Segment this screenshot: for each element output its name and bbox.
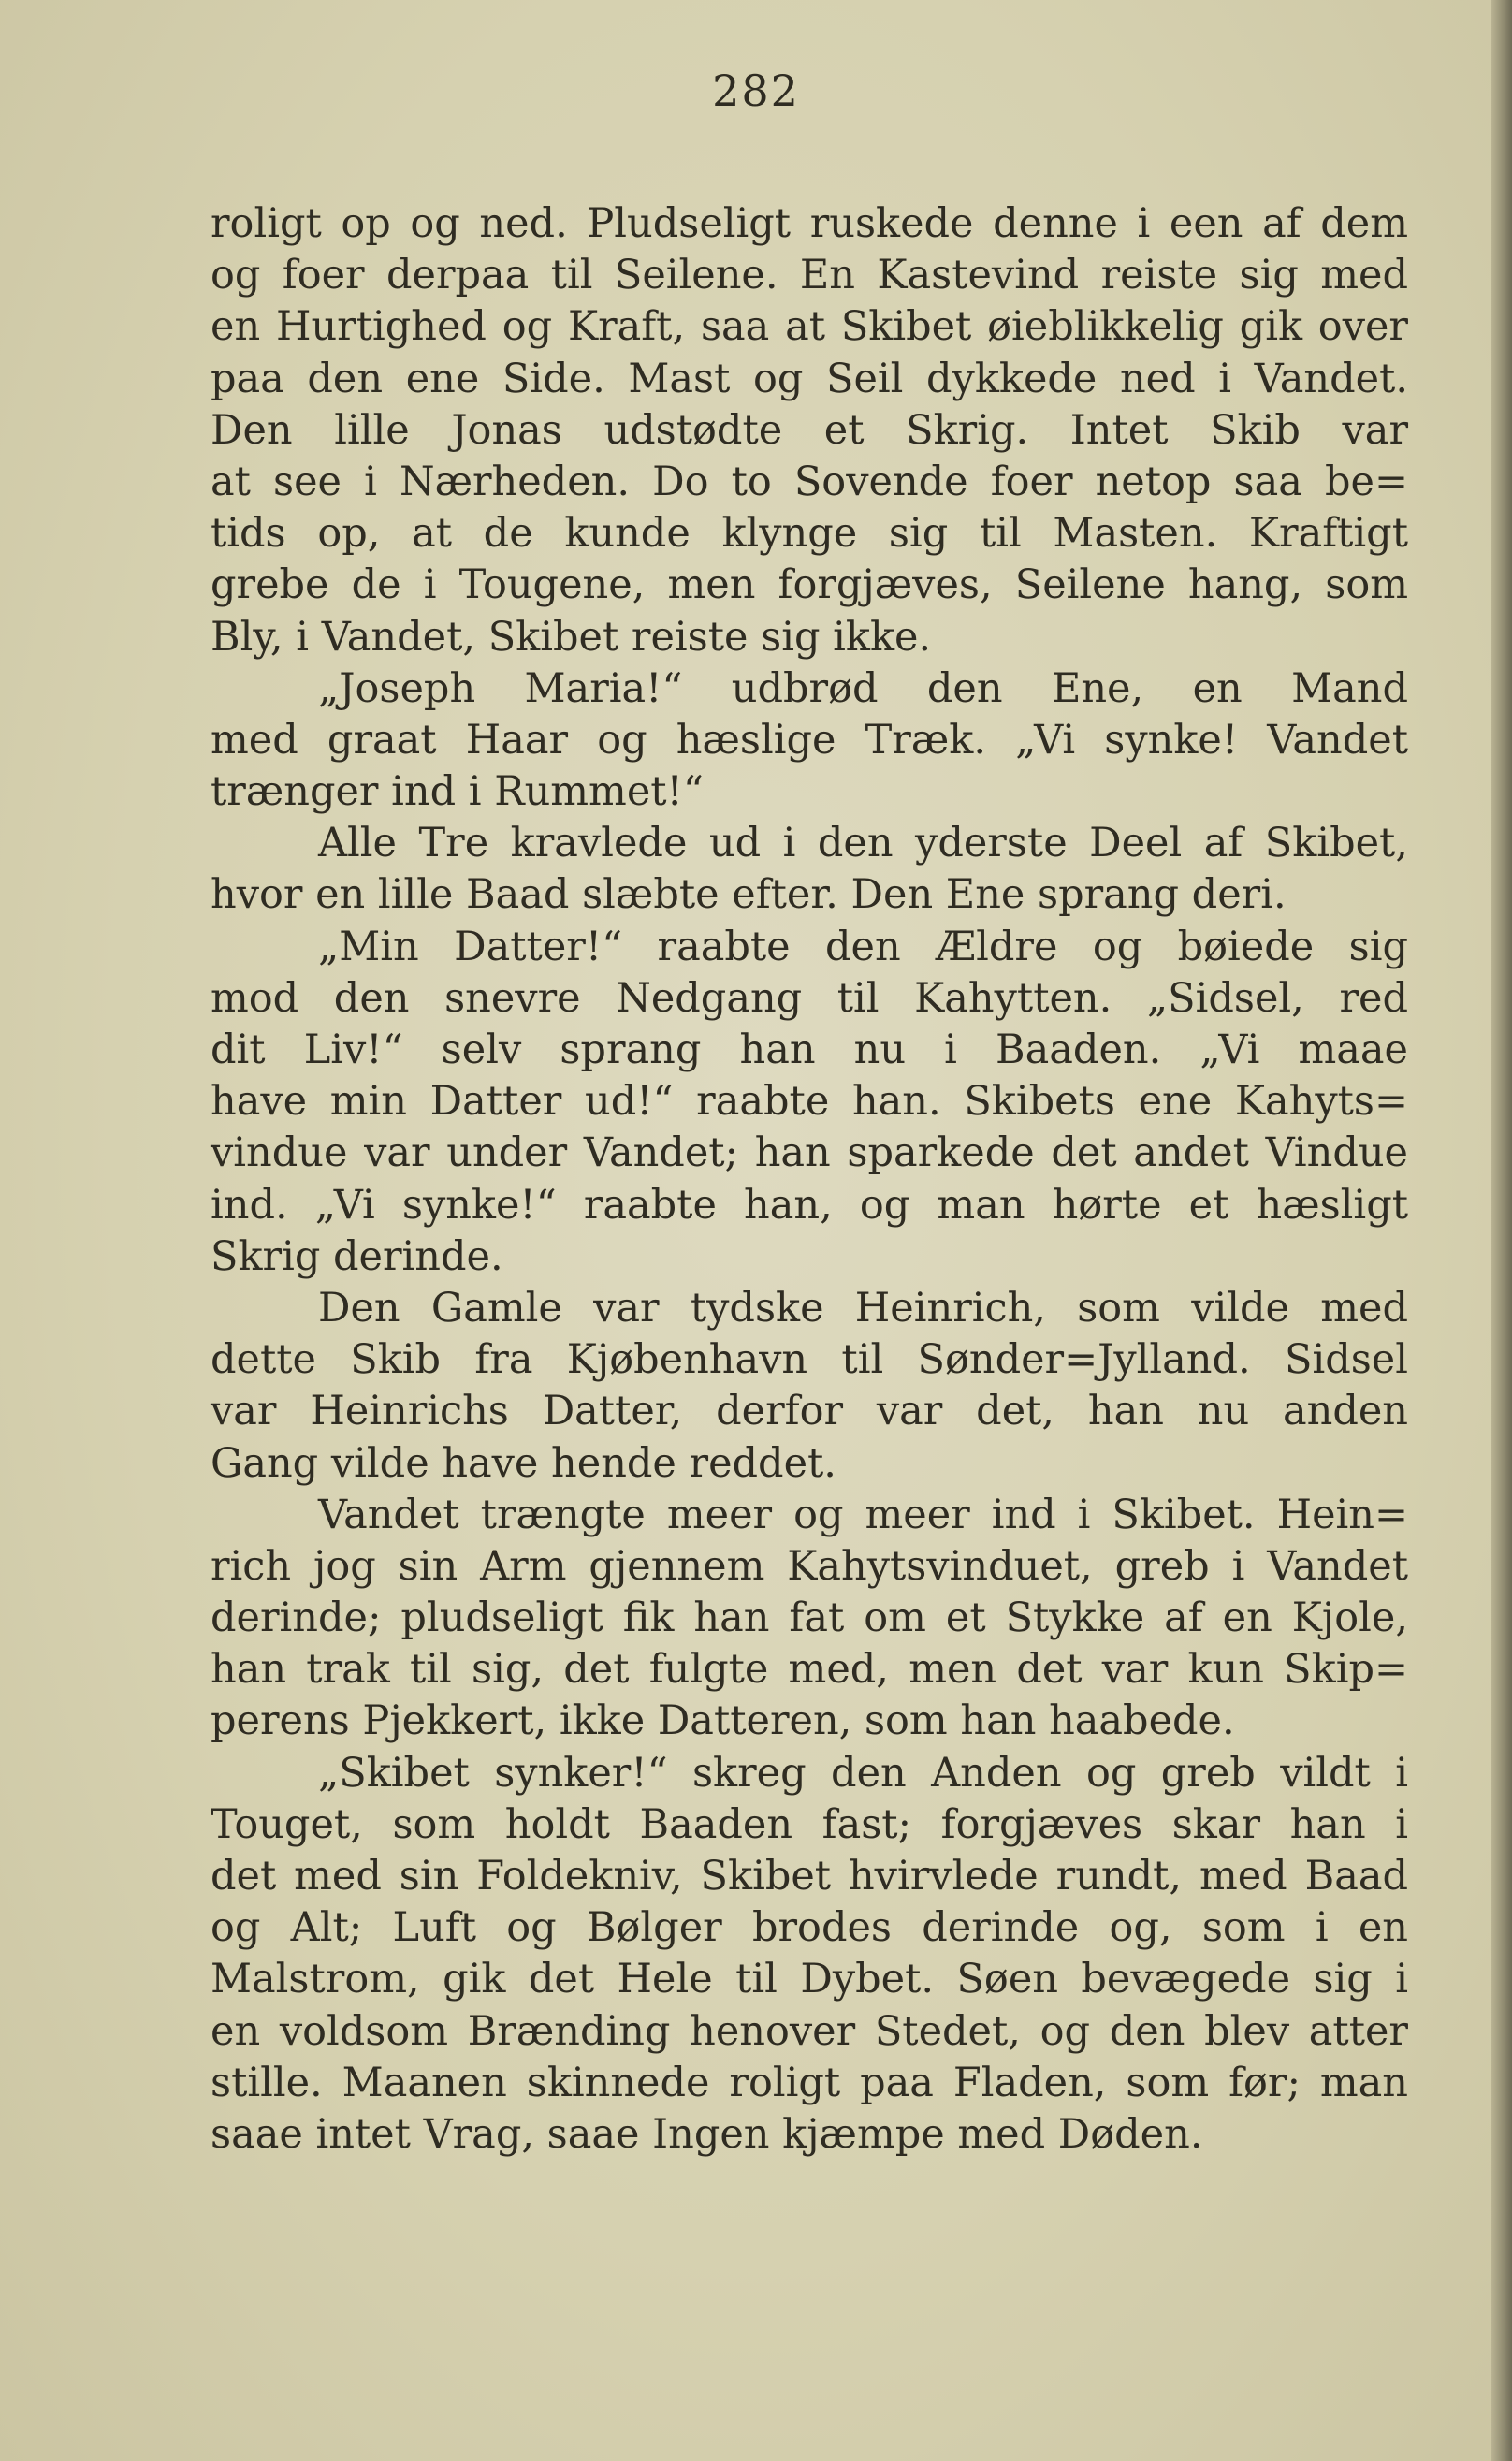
text-line: han trak til sig, det fulgte med, men det var kun Skip= (211, 1646, 1408, 1694)
text-line: saae intet Vrag, saae Ingen kjæmpe med Døden. (211, 2110, 1203, 2158)
text-line: en Hurtighed og Kraft, saa at Skibet øieblikkelig gik over (211, 303, 1408, 351)
text-line: dette Skib fra Kjøbenhavn til Sønder=Jylland. Sidsel (211, 1336, 1408, 1384)
text-line: og Alt; Luft og Bølger brodes derinde og, som i en (211, 1904, 1408, 1952)
text-line: Malstrom, gik det Hele til Dybet. Søen bevægede sig i (211, 1956, 1408, 2003)
text-line: hvor en lille Baad slæbte efter. Den Ene sprang deri. (211, 871, 1287, 919)
text-line: „Min Datter!“ raabte den Ældre og bøiede sig (318, 923, 1408, 970)
text-line: Den lille Jonas udstødte et Skrig. Intet Skib var (211, 406, 1408, 454)
text-line: Touget, som holdt Baaden fast; forgjæves skar han i (211, 1800, 1408, 1848)
text-line: det med sin Foldekniv, Skibet hvirvlede rundt, med Baad (211, 1853, 1408, 1900)
text-line: stille. Maanen skinnede roligt paa Fladen, som før; man (211, 2059, 1408, 2106)
text-line: tids op, at de kunde klynge sig til Masten. Kraftigt (211, 510, 1408, 558)
text-line: vindue var under Vandet; han sparkede det andet Vindue (211, 1129, 1408, 1177)
text-line: „Skibet synker!“ skreg den Anden og greb vildt i (318, 1749, 1408, 1797)
text-line: var Heinrichs Datter, derfor var det, han nu anden (211, 1388, 1408, 1435)
text-line: og foer derpaa til Seilene. En Kastevind reiste sig med (211, 252, 1408, 299)
page-number: 282 (712, 66, 800, 116)
text-line: at see i Nærheden. Do to Sovende foer netop saa be= (211, 458, 1408, 505)
text-line: roligt op og ned. Pludseligt ruskede denne i een af dem (211, 200, 1408, 247)
text-line: dit Liv!“ selv sprang han nu i Baaden. „Vi maae (211, 1027, 1408, 1073)
text-line: perens Pjekkert, ikke Datteren, som han haabede. (211, 1697, 1235, 1745)
text-line: Vandet trængte meer og meer ind i Skibet. Hein= (318, 1491, 1408, 1538)
text-line: Bly, i Vandet, Skibet reiste sig ikke. (211, 613, 932, 661)
text-line: mod den snevre Nedgang til Kahytten. „Sidsel, red (211, 974, 1408, 1022)
page-edge-shadow (1491, 0, 1512, 2461)
text-line: derinde; pludseligt fik han fat om et Stykke af en Kjole, (211, 1595, 1408, 1642)
text-line: Den Gamle var tydske Heinrich, som vilde med (318, 1284, 1408, 1332)
text-line: trænger ind i Rummet!“ (211, 768, 704, 816)
text-line: med graat Haar og hæslige Træk. „Vi synke! Vandet (211, 716, 1408, 764)
text-line: Gang vilde have hende reddet. (211, 1439, 836, 1487)
text-line: paa den ene Side. Mast og Seil dykkede ned i Vandet. (211, 355, 1408, 402)
text-line: rich jog sin Arm gjennem Kahytsvinduet, greb i Vandet (211, 1542, 1408, 1590)
text-line: Skrig derinde. (211, 1232, 503, 1280)
text-line: Alle Tre kravlede ud i den yderste Deel af Skibet, (318, 820, 1408, 867)
text-line: have min Datter ud!“ raabte han. Skibets ene Kahyts= (211, 1078, 1408, 1126)
text-line: „Joseph Maria!“ udbrød den Ene, en Mand (318, 664, 1408, 712)
body-text (211, 198, 1408, 2161)
text-line: en voldsom Brænding henover Stedet, og den blev atter (211, 2007, 1408, 2055)
text-line: grebe de i Tougene, men forgjæves, Seilene hang, som (211, 561, 1408, 609)
text-line: ind. „Vi synke!“ raabte han, og man hørte et hæsligt (211, 1181, 1408, 1229)
